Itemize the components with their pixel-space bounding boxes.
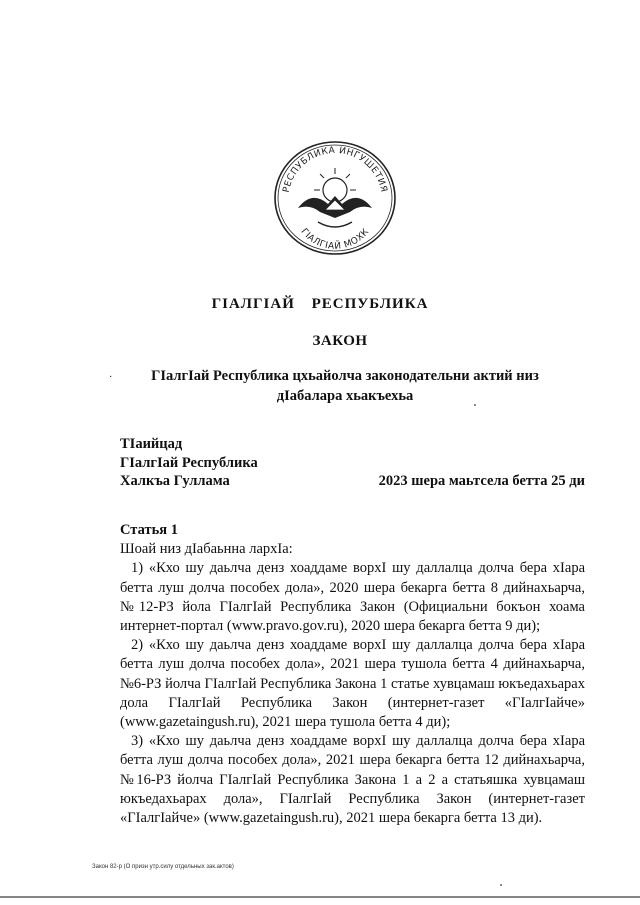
article-1 bbox=[120, 521, 585, 828]
scan-speck bbox=[474, 404, 476, 406]
article-item: 3) «Кхо шу даьлча денз хоаддаме ворхI шу даллалца долча бера хIара бетта луш долча пособех дола», 2021 шера бекарга бетта 12 дийнахьарча, №16-РЗ йолча ГIалгIай Республика Закона 1 а 2 а статьяшка хувцамаш юкъедахьарах дола», ГIалгIай Республика Закон (интернет-газет «ГIалгIайче» (www.gazetaingush.ru), 2021 шера бекарга бетта 13 ди). bbox=[120, 733, 585, 827]
law-title-line-1: ГIалгIай Республика цхьайолча законодательни актий низ bbox=[151, 368, 539, 384]
emblem-bottom-text: ГIАЛГIАЙ МОХК bbox=[298, 226, 372, 252]
adoption-block bbox=[120, 435, 585, 491]
article-intro: Шоай низ дIабаьнна лархIа: bbox=[120, 541, 293, 558]
emblem-top-text: РЕСПУБЛИКА ИНГУШЕТИЯ bbox=[281, 145, 389, 194]
republic-emblem bbox=[270, 138, 400, 258]
article-heading: Статья 1 bbox=[120, 522, 178, 538]
footer-file-note: Закон 82-р (О призн утр.силу отдельных зак.актов) bbox=[92, 864, 234, 870]
scan-edge-line bbox=[0, 896, 640, 898]
republic-heading bbox=[0, 296, 640, 313]
adoption-date: 2023 шера маьтсела бетта 25 ди bbox=[378, 473, 585, 489]
article-item: 2) «Кхо шу даьлча денз хоаддаме ворхI шу даллалца долча бера хIара бетта луш долча пособех дола», 2021 шера тушола бетта 4 дийнахьарча, №6-РЗ йолча ГIалгIай Республика Закона 1 статье хувцамаш юкъедахьарах дола ГIалгIай Республика Закон (интернет-газет «ГIалгIайче» (www.gazetaingush.ru), 2021 шера тушола бетта 4 ди); bbox=[120, 637, 585, 731]
law-title-line-2: дIабалара хьакъехьа bbox=[276, 388, 414, 404]
republic-word-2: РЕСПУБЛИКА bbox=[311, 296, 429, 312]
republic-word-1: ГIАЛГIАЙ bbox=[211, 296, 295, 312]
adopted-republic: ГIалгIай Республика bbox=[120, 454, 258, 471]
law-title bbox=[120, 366, 570, 406]
bullet-mark: · bbox=[109, 372, 113, 383]
adopted-assembly: Халкъа Гуллама bbox=[120, 473, 230, 489]
adopted-label: ТIаийцад bbox=[120, 436, 183, 452]
scan-speck bbox=[500, 884, 502, 886]
article-item: 1) «Кхо шу даьлча денз хоаддаме ворхI шу даллалца долча бера хIара бетта луш долча пособех дола», 2020 шера бекарга бетта 8 дийнахьарча, №12-РЗ йола ГIалгIай Республика Закон (Официальни бокъон хоама интернет-портал (www.pravo.gov.ru), 2020 шера бекарга бетта 9 ди); bbox=[120, 560, 585, 635]
law-heading: ЗАКОН bbox=[312, 333, 368, 349]
adopted-row bbox=[120, 472, 585, 491]
